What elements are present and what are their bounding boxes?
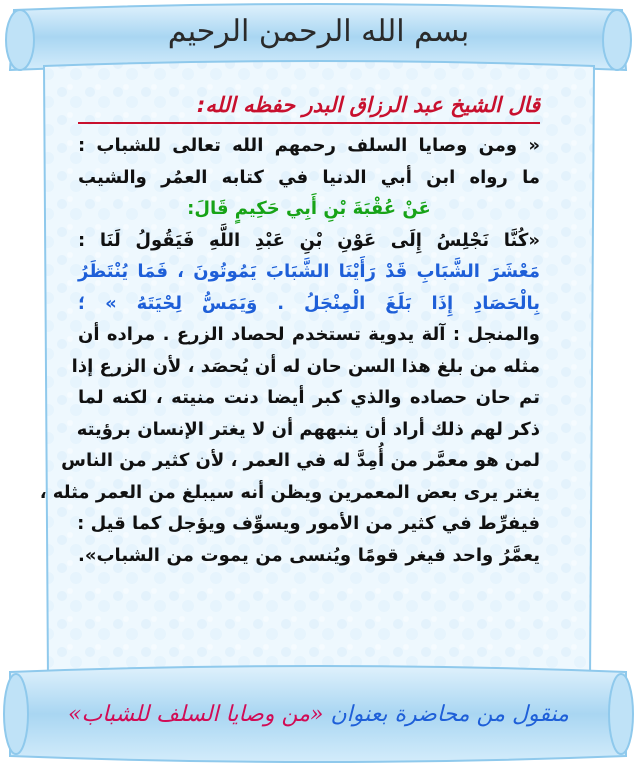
- text-line: مثله من بلغ هذا السن حان له أن يُحصَد ، لأن الزرع إذا: [71, 355, 540, 377]
- source-footer: [0, 702, 637, 727]
- text-line: يعمَّرُ واحد فيغر قومًا ويُنسى من يموت من الشباب».: [78, 544, 540, 566]
- text-line: «كُنَّا نَجْلِسُ إِلَى عَوْنِ بْنِ عَبْدِ اللَّهِ فَيَقُولُ لَنَا :: [78, 229, 540, 251]
- footer-prefix: منقول من محاضرة بعنوان: [330, 702, 569, 727]
- text-line: لمن هو معمَّر من أُمِدَّ له في العمر ، لأن كثير من الناس: [61, 450, 540, 471]
- text-line: ما رواه ابن أبي الدنيا في كتابه العمُر والشيب: [78, 166, 540, 188]
- text-line: يغتر يرى بعض المعمرين ويظن أنه سيبلغ من العمر مثله ،: [39, 481, 540, 503]
- text-line: والمنجل : آلة يدوية تستخدم لحصاد الزرع . مراده أن: [78, 324, 540, 345]
- basmala-calligraphy: بسم الله الرحمن الرحيم: [167, 14, 470, 49]
- text-line: فيفرِّط في كثير من الأمور ويسوِّف ويؤجل كما قيل :: [77, 513, 540, 534]
- quote-line: بِالْحَصَادِ إِذَا بَلَغَ الْمِنْجَلُ . وَيَمَسُّ لِحْيَتَهُ » ؛: [78, 292, 540, 314]
- quote-intro-line: عَنْ عُقْبَةَ بْنِ أَبِي حَكِيمٍ قَالَ:: [187, 198, 431, 219]
- footer-lecture-title: «من وصايا السلف للشباب»: [68, 702, 324, 727]
- text-body: [39, 90, 540, 571]
- page-title: قال الشيخ عبد الرزاق البدر حفظه الله:: [78, 90, 540, 124]
- text-line: « ومن وصايا السلف رحمهم الله تعالى للشباب :: [78, 135, 540, 156]
- text-line: ذكر لهم ذلك أراد أن ينبههم أن لا يغتر الإنسان برؤيته: [76, 418, 540, 440]
- quote-line: مَعْشَرَ الشَّبَابِ قَدْ رَأَيْنَا الشَّبَابَ يَمُوتُونَ ، فَمَا يُنْتَظَرُ: [78, 261, 540, 282]
- text-line: تم حان حصاده والذي كبر أيضا دنت منيته ، لكنه لما: [78, 387, 540, 408]
